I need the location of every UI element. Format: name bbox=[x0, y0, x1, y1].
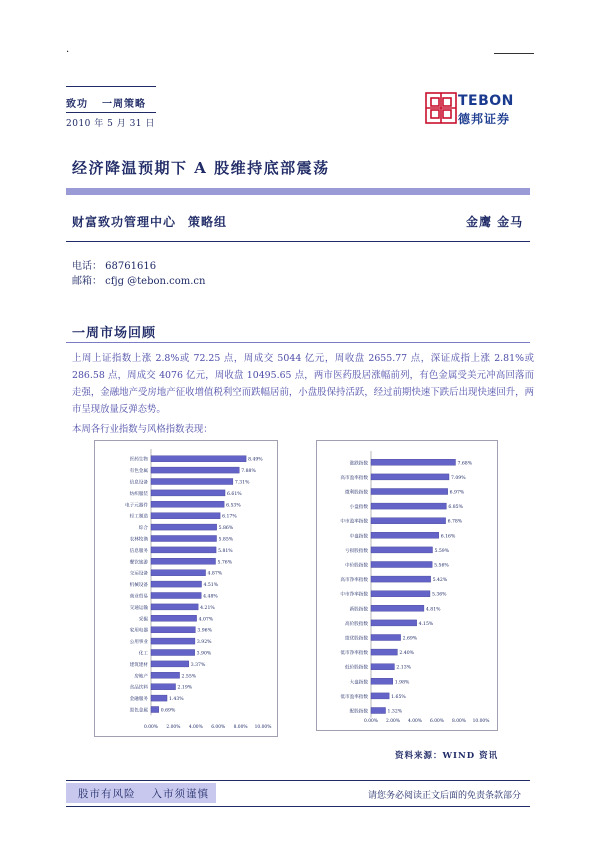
category-label: 机械设备 bbox=[129, 583, 148, 589]
bar bbox=[151, 513, 220, 519]
x-tick-label: 0.00% bbox=[364, 719, 378, 724]
x-tick-label: 10.00% bbox=[254, 725, 272, 730]
data-label: 6.97% bbox=[449, 490, 465, 496]
industry-chart-frame bbox=[94, 440, 278, 737]
bar bbox=[371, 562, 432, 568]
category-label: 高价股指数 bbox=[345, 621, 368, 627]
category-label: 低价股指数 bbox=[345, 665, 368, 671]
category-label: 中价股指数 bbox=[345, 563, 368, 569]
category-label: 配股指数 bbox=[349, 709, 368, 715]
series-label bbox=[66, 95, 160, 110]
chart-intro: 本周各行业指数与风格指数表现： bbox=[72, 424, 213, 435]
bar bbox=[151, 467, 239, 473]
data-label: 5.81% bbox=[218, 548, 233, 554]
category-label: 农林牧渔 bbox=[129, 537, 148, 543]
data-label: 4.51% bbox=[203, 583, 219, 589]
data-label: 6.53% bbox=[226, 503, 241, 509]
data-label: 2.40% bbox=[399, 651, 414, 657]
bar bbox=[371, 489, 448, 495]
group-name: 策略组 bbox=[188, 215, 228, 229]
bar bbox=[151, 581, 202, 587]
category-label: 黑色金属 bbox=[129, 708, 148, 714]
bar bbox=[371, 474, 449, 480]
category-label: 化工 bbox=[138, 651, 148, 657]
logo-name-cn: 德邦证券 bbox=[458, 112, 511, 126]
category-label: 房地产 bbox=[134, 674, 148, 680]
bar bbox=[371, 576, 431, 582]
bar bbox=[151, 707, 159, 713]
category-label: 中盘指数 bbox=[349, 534, 368, 540]
data-label: 5.86% bbox=[218, 526, 234, 532]
category-label: 公用事业 bbox=[129, 640, 148, 646]
category-label: 医药生物 bbox=[129, 457, 148, 463]
bar bbox=[371, 532, 439, 538]
bar bbox=[151, 627, 195, 633]
logo-name: TEBON bbox=[458, 93, 514, 109]
series-type: 一周策略 bbox=[102, 99, 146, 110]
data-label: 1.32% bbox=[387, 709, 403, 715]
data-label: 4.81% bbox=[425, 607, 441, 613]
report-title: 经济降温预期下 A 股维持底部震荡 bbox=[72, 159, 330, 177]
data-source: 资料来源：WIND 资讯 bbox=[395, 751, 499, 761]
category-label: 微利股指数 bbox=[345, 490, 368, 496]
data-label: 2.55% bbox=[181, 674, 197, 680]
x-tick-label: 8.00% bbox=[233, 725, 248, 730]
bar bbox=[371, 591, 430, 597]
series-rule-bottom bbox=[66, 112, 156, 113]
contact-phone: 电话： 68761616 bbox=[72, 261, 157, 272]
category-label: 家用电器 bbox=[129, 628, 148, 634]
header-mark: . bbox=[66, 44, 70, 55]
category-label: 大盘指数 bbox=[349, 680, 368, 686]
caution-text: 入市须谨慎 bbox=[151, 788, 209, 800]
data-label: 5.56% bbox=[434, 563, 449, 569]
bar bbox=[151, 593, 201, 599]
data-label: 5.36% bbox=[431, 592, 447, 598]
bar bbox=[151, 615, 197, 621]
data-label: 6.78% bbox=[447, 519, 463, 525]
market-review-paragraph: 上周上证指数上涨 2.8%或 72.25 点，周成交 5044 亿元，周收盘 2655.77 点，深证成指上涨 2.81%或 286.58 点，周成交 4076 亿元，周收盘 10495.65 点，两市医药股居涨幅前列，有色金属受美元冲高回落而走强，金融地产受房地产征收增值税利空而跌幅居前，小盘股保持活跃，经过前期快速下跌后出现快速回升，两市呈现放量反弹态势。 bbox=[72, 353, 534, 415]
style-index-chart bbox=[317, 441, 499, 732]
data-label: 1.43% bbox=[169, 697, 184, 703]
contact-email: 邮箱： cfjg @tebon.com.cn bbox=[72, 276, 206, 287]
category-label: 信息设备 bbox=[129, 480, 148, 486]
bar bbox=[151, 456, 246, 462]
category-label: 亏损股指数 bbox=[345, 548, 368, 554]
data-label: 6.17% bbox=[222, 514, 237, 520]
category-label: 交运设备 bbox=[129, 571, 148, 577]
data-label: 2.69% bbox=[402, 636, 418, 642]
risk-warning bbox=[78, 786, 209, 801]
bar bbox=[371, 635, 401, 641]
section-title: 一周市场回顾 bbox=[72, 326, 157, 341]
bar bbox=[151, 661, 189, 667]
data-label: 6.61% bbox=[227, 491, 242, 497]
x-tick-label: 10.00% bbox=[472, 719, 490, 724]
category-label: 商业贸易 bbox=[129, 594, 148, 600]
category-label: 低市净率指数 bbox=[340, 651, 368, 657]
data-label: 0.69% bbox=[160, 708, 176, 714]
center-rule bbox=[66, 241, 530, 242]
data-label: 7.31% bbox=[234, 480, 250, 486]
series-name: 致功 bbox=[66, 99, 88, 110]
data-label: 3.96% bbox=[197, 628, 212, 634]
footer-rule-bottom bbox=[66, 806, 530, 807]
header-rule bbox=[494, 53, 534, 54]
bar bbox=[151, 695, 167, 701]
data-label: 6.16% bbox=[440, 534, 456, 540]
data-label: 8.49% bbox=[248, 457, 263, 463]
x-tick-label: 6.00% bbox=[211, 725, 226, 730]
category-label: 信息服务 bbox=[129, 548, 148, 554]
industry-index-chart bbox=[95, 441, 279, 738]
data-label: 2.13% bbox=[396, 665, 412, 671]
bar bbox=[151, 547, 216, 553]
category-label: 采掘 bbox=[138, 617, 148, 623]
bar bbox=[371, 664, 394, 670]
data-label: 1.98% bbox=[394, 680, 410, 686]
bar bbox=[151, 524, 217, 530]
category-label: 纺织服装 bbox=[129, 491, 148, 497]
data-label: 5.42% bbox=[432, 578, 448, 584]
bar bbox=[371, 620, 417, 626]
report-date: 2010 年 5 月 31 日 bbox=[66, 119, 155, 129]
data-label: 4.07% bbox=[198, 617, 214, 623]
category-label: 绩优股指数 bbox=[345, 636, 368, 642]
category-label: 小盘指数 bbox=[349, 505, 368, 511]
data-label: 2.19% bbox=[177, 685, 193, 691]
category-label: 新股指数 bbox=[349, 607, 368, 613]
bar bbox=[371, 693, 389, 699]
bar bbox=[151, 604, 198, 610]
x-tick-label: 2.00% bbox=[386, 719, 400, 724]
center-name: 财富致功管理中心 bbox=[72, 215, 177, 229]
category-label: 低市盈率指数 bbox=[340, 694, 368, 700]
bar bbox=[371, 649, 397, 655]
data-label: 1.65% bbox=[391, 694, 406, 700]
bar bbox=[151, 650, 195, 656]
category-label: 有色金属 bbox=[129, 469, 148, 475]
section-rule bbox=[66, 342, 530, 343]
title-bar bbox=[66, 188, 530, 195]
bar bbox=[371, 678, 393, 684]
bar bbox=[151, 536, 217, 542]
data-label: 6.85% bbox=[448, 505, 463, 511]
bar bbox=[151, 490, 225, 496]
x-tick-label: 6.00% bbox=[430, 719, 444, 724]
bar bbox=[151, 684, 176, 690]
data-label: 4.21% bbox=[200, 605, 215, 611]
category-label: 中市盈率指数 bbox=[340, 519, 368, 525]
data-label: 7.09% bbox=[450, 475, 466, 481]
data-label: 5.59% bbox=[434, 548, 450, 554]
bar bbox=[371, 605, 424, 611]
bar bbox=[371, 547, 432, 553]
data-label: 4.87% bbox=[207, 571, 223, 577]
category-label: 交通运输 bbox=[129, 605, 148, 611]
bar bbox=[151, 672, 180, 678]
category-label: 建筑建材 bbox=[129, 662, 148, 668]
bar bbox=[371, 503, 446, 509]
research-center bbox=[72, 213, 227, 230]
bar bbox=[371, 459, 455, 465]
bar bbox=[151, 501, 224, 507]
data-label: 4.48% bbox=[203, 594, 218, 600]
risk-text: 股市有风险 bbox=[78, 788, 136, 800]
style-chart-frame bbox=[316, 440, 498, 731]
category-label: 食品饮料 bbox=[129, 685, 148, 691]
data-label: 5.85% bbox=[218, 537, 234, 543]
data-label: 5.76% bbox=[217, 560, 233, 566]
data-label: 7.68% bbox=[457, 461, 473, 467]
authors: 金鹰 金马 bbox=[466, 215, 524, 229]
bar bbox=[151, 558, 216, 564]
x-tick-label: 4.00% bbox=[188, 725, 203, 730]
category-label: 轻工制造 bbox=[129, 514, 148, 520]
category-label: 中市净率指数 bbox=[340, 592, 368, 598]
disclaimer-note: 请您务必阅读正文后面的免责条款部分 bbox=[368, 791, 522, 801]
bar bbox=[371, 518, 446, 524]
category-label: 高市盈率指数 bbox=[340, 475, 368, 481]
data-label: 7.88% bbox=[241, 469, 256, 475]
series-rule-top bbox=[66, 86, 156, 87]
x-tick-label: 4.00% bbox=[408, 719, 422, 724]
bar bbox=[151, 638, 195, 644]
category-label: 金融服务 bbox=[129, 697, 148, 703]
data-label: 3.92% bbox=[196, 640, 212, 646]
category-label: 涨跌指数 bbox=[349, 461, 368, 467]
category-label: 餐饮旅游 bbox=[129, 560, 148, 566]
seal-icon bbox=[426, 93, 456, 123]
bar bbox=[151, 479, 233, 485]
x-tick-label: 2.00% bbox=[166, 725, 181, 730]
data-label: 3.37% bbox=[190, 662, 206, 668]
footer-rule-top bbox=[66, 780, 530, 781]
category-label: 高市净率指数 bbox=[340, 578, 368, 584]
category-label: 综合 bbox=[138, 526, 148, 532]
bar bbox=[371, 708, 386, 714]
bar bbox=[151, 570, 206, 576]
x-tick-label: 8.00% bbox=[452, 719, 466, 724]
data-label: 3.90% bbox=[196, 651, 212, 657]
x-tick-label: 0.00% bbox=[144, 725, 158, 730]
category-label: 电子元器件 bbox=[125, 503, 148, 509]
data-label: 4.15% bbox=[418, 621, 434, 627]
